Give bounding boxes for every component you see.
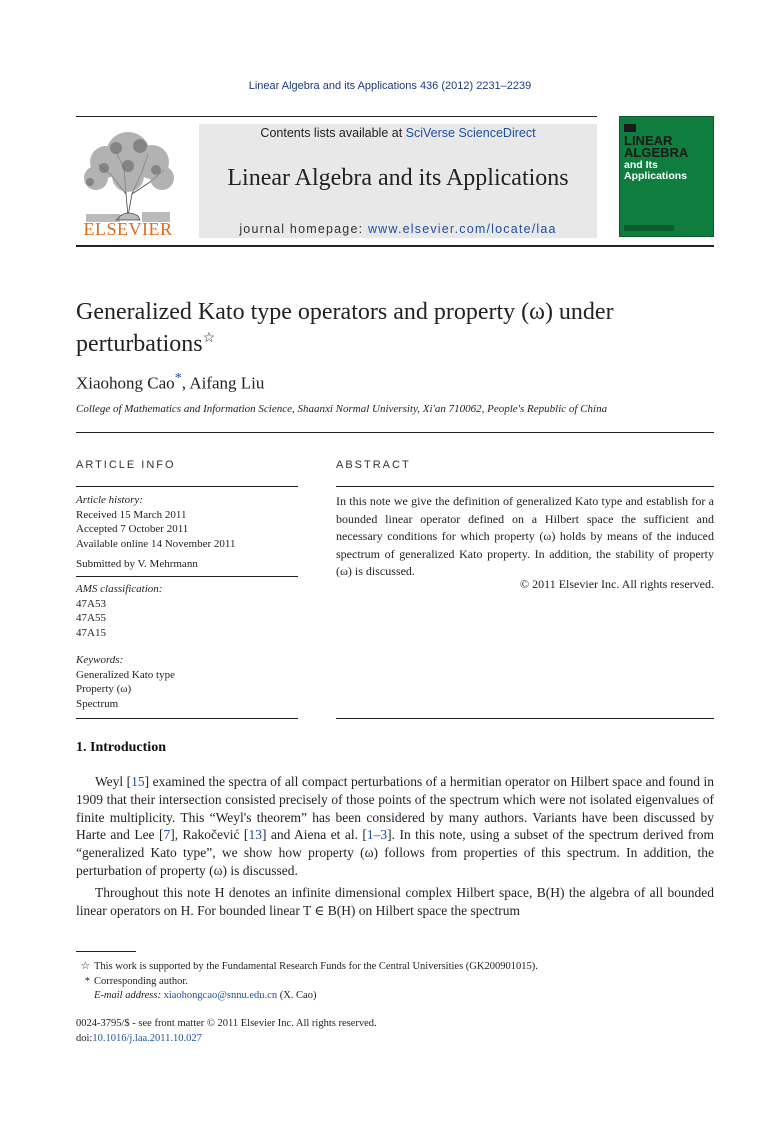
affiliation: College of Mathematics and Information Science, Shaanxi Normal University, Xi'an 710062, People's Republic of China	[76, 403, 608, 415]
article-info-rule	[76, 486, 298, 487]
doi-link[interactable]: 10.1016/j.laa.2011.10.027	[92, 1033, 202, 1044]
citation-link[interactable]: 13	[248, 827, 262, 843]
header-bottom-rule	[76, 245, 714, 247]
contents-prefix: Contents lists available at	[260, 126, 406, 140]
text-run: Weyl [	[95, 774, 132, 789]
ams-code: 47A55	[76, 612, 106, 624]
online-date: Available online 14 November 2011	[76, 537, 236, 550]
header-top-rule	[76, 116, 597, 117]
footnote-mark: ☆	[80, 961, 90, 972]
citation-link[interactable]: 7	[163, 827, 171, 843]
author-list	[76, 370, 264, 394]
sciencedirect-link[interactable]: SciVerse ScienceDirect	[405, 126, 536, 140]
accepted-date: Accepted 7 October 2011	[76, 523, 189, 535]
ams-code: 47A15	[76, 626, 106, 639]
homepage-prefix: journal homepage:	[239, 222, 368, 236]
keyword[interactable]: Spectrum	[76, 697, 119, 710]
history-label: Article history:	[76, 494, 143, 506]
ams-classification	[76, 582, 162, 640]
footnote-mark: *	[84, 975, 90, 987]
article-title	[76, 296, 696, 360]
author-separator: ,	[181, 373, 190, 393]
title-footnote-mark[interactable]: ☆	[202, 331, 216, 346]
journal-title[interactable]: Linear Algebra and its Applications	[227, 165, 569, 191]
submitted-rule	[76, 576, 298, 577]
corresponding-author-mark[interactable]: *	[174, 370, 182, 386]
author-name[interactable]: Xiaohong Cao	[76, 373, 175, 393]
paragraph	[76, 773, 714, 880]
article-title-text: Generalized Kato type operators and property (ω) under perturbations	[76, 299, 614, 357]
journal-cover-image[interactable]	[619, 116, 714, 237]
cover-mark	[624, 124, 636, 132]
cover-subtitle: and Its Applications	[624, 159, 688, 182]
article-history	[76, 493, 235, 551]
text-run: ], Rakočević [	[170, 827, 249, 843]
keyword[interactable]: Generalized Kato type	[76, 668, 175, 681]
keywords-label: Keywords:	[76, 654, 124, 666]
footnote	[76, 975, 716, 990]
keyword[interactable]: Property (ω)	[76, 683, 132, 695]
issn-line: 0024-3795/$ - see front matter © 2011 Elsevier Inc. All rights reserved.	[76, 1018, 377, 1029]
section-heading: 1. Introduction	[76, 740, 166, 755]
ams-code: 47A53	[76, 597, 106, 610]
text-run: ] examined the spectra of all compact perturbations of a hermitian operator on Hilbert space and found in 1909 that their intersection consisted precisely of those points of the spectrum which were not isolated eigenvalues of finite multiplicity. This “Weyl's theorem” has been considered by many authors. Variants have been discussed by Harte and Lee [	[76, 774, 715, 843]
cover-footer	[624, 225, 674, 231]
paragraph: Throughout this note H denotes an infinite dimensional complex Hilbert space, B(H) the algebra of all bounded linear operators on H. For bounded linear T ∈ B(H) on Hilbert space the spectrum	[76, 884, 714, 918]
publisher-wordmark[interactable]: ELSEVIER	[83, 219, 173, 239]
article-info-bottom-rule	[76, 718, 298, 719]
journal-reference[interactable]: Linear Algebra and its Applications 436 (2012) 2231–2239	[248, 80, 532, 92]
abstract-text: In this note we give the definition of generalized Kato type and establish for a bounded linear operator defined on a Hilbert space the sufficient and necessary conditions for which property (ω) holds by means of the induced spectrum of generalized Kato property. In addition, the stability of property (ω) is discussed.	[336, 494, 714, 578]
abstract-heading: ABSTRACT	[336, 459, 411, 471]
citation-link[interactable]: 1–3	[366, 827, 388, 843]
author-name[interactable]: Aifang Liu	[189, 373, 265, 393]
homepage-link[interactable]: www.elsevier.com/locate/laa	[367, 222, 557, 236]
abstract-rule	[336, 486, 714, 487]
footnotes	[76, 960, 716, 1004]
footnote-text: This work is supported by the Fundamental Research Funds for the Central Universities (GK200901015).	[94, 961, 538, 972]
footnote	[76, 960, 716, 975]
email-suffix: (X. Cao)	[277, 990, 317, 1001]
text-run: ]. In this note, using a subset of the spectrum derived from “generalized Kato type”, we show how property (ω) follows from properties of this spectrum. In addition, the perturbation of property (ω) is discussed.	[76, 827, 715, 878]
abstract-bottom-rule	[336, 718, 714, 719]
received-date: Received 15 March 2011	[76, 508, 187, 521]
email-link[interactable]: xiaohongcao@snnu.edu.cn	[163, 990, 278, 1001]
cover-title: LINEAR ALGEBRA	[624, 133, 689, 160]
text-run: ] and Aiena et al. [	[261, 827, 367, 843]
footnote-rule	[76, 951, 136, 952]
submitted-by: Submitted by V. Mehrmann	[76, 558, 198, 570]
contents-line	[199, 126, 597, 140]
journal-homepage-line	[199, 222, 597, 236]
abstract-copyright: © 2011 Elsevier Inc. All rights reserved.	[520, 577, 714, 591]
citation-link[interactable]: 15	[131, 774, 145, 789]
ams-label: AMS classification:	[76, 583, 163, 595]
keywords	[76, 653, 175, 711]
affiliation-rule	[76, 432, 714, 433]
article-info-heading: ARTICLE INFO	[76, 459, 176, 471]
footnote-text: Corresponding author.	[94, 975, 188, 987]
doi-label: doi:	[76, 1033, 93, 1044]
email-line	[76, 989, 716, 1004]
doi-line	[76, 1032, 716, 1047]
email-label: E-mail address:	[94, 990, 164, 1001]
intro-paragraph	[76, 773, 714, 919]
